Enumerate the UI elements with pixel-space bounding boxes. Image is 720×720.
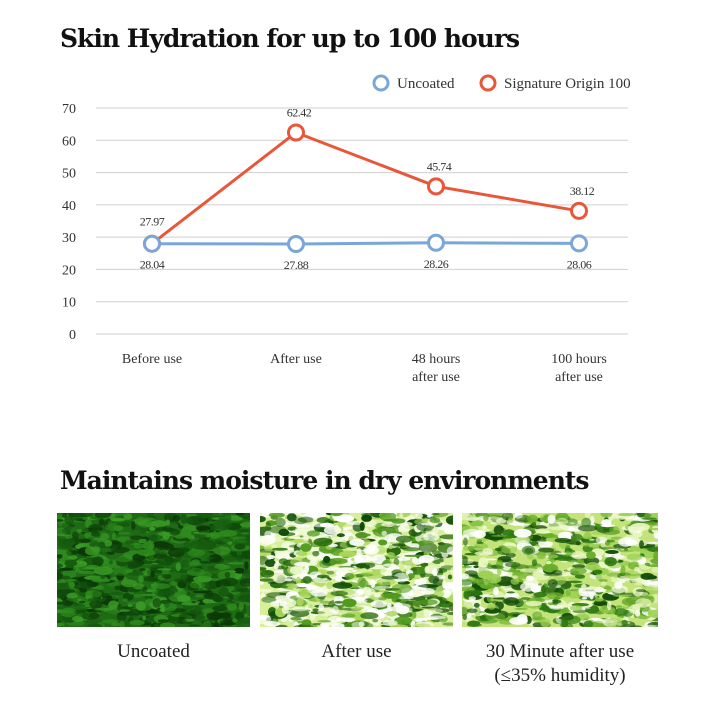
skin-texture-graphic: [260, 513, 453, 627]
data-labels: [140, 105, 595, 272]
data-point-uncoated: [429, 235, 444, 250]
series-lines: [152, 132, 579, 244]
x-category-label: Before use: [121, 352, 183, 367]
y-tick-label: 0: [69, 328, 76, 343]
y-tick-label: 10: [62, 295, 76, 311]
data-label-signature-origin: 38.12: [569, 183, 595, 198]
gridlines: [96, 108, 628, 334]
data-label-uncoated: 28.04: [139, 257, 165, 272]
photo-caption-line: 30 Minute after use: [485, 641, 635, 662]
data-point-uncoated: [572, 236, 587, 251]
y-tick-label: 20: [62, 263, 76, 279]
data-label-signature-origin: 27.97: [139, 214, 165, 229]
skin-texture-after-use-image: [260, 513, 453, 627]
skin-texture-30min-image: [462, 513, 658, 627]
legend-label-uncoated: Uncoated: [397, 76, 455, 92]
skin-texture-uncoated-image: [57, 513, 250, 627]
chart-title: Skin Hydration for up to 100 hours: [60, 24, 520, 53]
photo-caption-after-use: After use: [321, 641, 392, 662]
hydration-line-chart: [0, 60, 720, 400]
data-point-signature-origin: [289, 125, 304, 140]
x-category-label: 48 hours: [411, 352, 461, 367]
x-category-label: 100 hours: [551, 352, 607, 367]
x-category-label: after use: [555, 370, 603, 385]
y-tick-label: 40: [62, 198, 76, 214]
photo-caption-30min: [450, 640, 670, 688]
legend: [374, 76, 631, 92]
y-tick-label: 30: [62, 231, 76, 247]
x-category-label: after use: [412, 370, 460, 385]
y-tick-label: 50: [62, 166, 76, 182]
y-tick-label: 70: [62, 102, 76, 117]
x-category-label: After use: [270, 352, 322, 367]
skin-texture-graphic: [462, 513, 658, 627]
data-label-uncoated: 28.26: [423, 256, 449, 271]
series-points: [145, 125, 587, 252]
moisture-section-title: Maintains moisture in dry environments: [60, 466, 589, 495]
legend-label-signature-origin: Signature Origin 100: [504, 76, 631, 92]
photo-caption-line: (≤35% humidity): [494, 665, 626, 686]
data-point-signature-origin: [429, 179, 444, 194]
data-label-signature-origin: 62.42: [286, 105, 312, 120]
y-tick-label: 60: [62, 134, 76, 150]
data-label-uncoated: 28.06: [566, 257, 592, 272]
data-label-signature-origin: 45.74: [426, 159, 452, 174]
data-point-uncoated: [289, 236, 304, 251]
legend-marker-uncoated: [374, 76, 388, 90]
photo-caption-uncoated: Uncoated: [117, 641, 190, 662]
data-point-signature-origin: [572, 203, 587, 218]
data-label-uncoated: 27.88: [283, 257, 309, 272]
legend-marker-signature-origin: [481, 76, 495, 90]
y-axis-ticks: [62, 102, 76, 343]
data-point-uncoated: [145, 236, 160, 251]
series-line-signature-origin: [152, 132, 579, 243]
series-line-uncoated: [152, 243, 579, 244]
skin-texture-graphic: [57, 513, 250, 627]
x-axis-categories: [122, 352, 607, 385]
